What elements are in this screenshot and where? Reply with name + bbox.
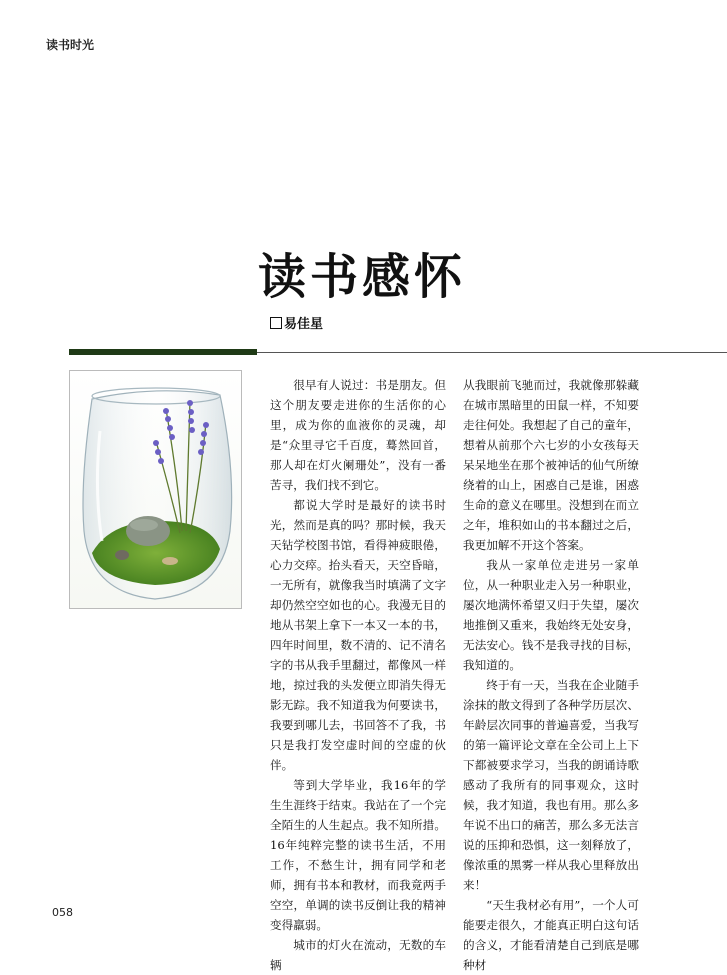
- page-number: 058: [52, 906, 73, 919]
- text-column-left: [270, 375, 446, 975]
- paragraph: “天生我材必有用”，一个人可能要走很久，才能真正明白这句话的含义，才能看清楚自己到底是哪种材: [463, 898, 639, 972]
- terrarium-illustration: [70, 371, 241, 608]
- paragraph-continued: 从我眼前飞驰而过，我就像那躲藏在城市黑暗里的田鼠一样，不知要走往何处。我想起了自己的童年，想着从前那个六七岁的小女孩每天呆呆地坐在那个被神话的仙气所缭绕着的山上，困惑自己是谁，困惑生命的意义在哪里。没想到在而立之年，堆积如山的书本翻过之后，我更加解不开这个答案。: [463, 378, 639, 552]
- accent-rule: [69, 349, 257, 355]
- paragraph: 我从一家单位走进另一家单位，从一种职业走入另一种职业，屡次地满怀希望又归于失望，屡次地推倒又重来，我始终无处安身，无法安心。钱不是我寻找的目标，我知道的。: [463, 558, 639, 672]
- byline-box-icon: [270, 317, 282, 329]
- paragraph: 终于有一天，当我在企业随手涂抹的散文得到了各种学历层次、年龄层次同事的普遍喜爱，当我写的第一篇评论文章在全公司上上下下都被要求学习，当我的朗诵诗歌感动了我所有的同事观众，这时候，我才知道，我也有用。那么多年说不出口的痛苦，那么多无法言说的压抑和恐惧，这一刻释放了，像浓重的黑雾一样从我心里释放出来！: [463, 678, 639, 892]
- byline: [270, 313, 323, 332]
- paragraph: 很早有人说过：书是朋友。但这个朋友要走进你的生活你的心里，成为你的血液你的灵魂，却是“众里寻它千百度，蓦然回首，那人却在灯火阑珊处”，没有一番苦寻，我们找不到它。: [270, 378, 446, 492]
- author-name: 易佳星: [284, 317, 324, 332]
- article-title: 读书感怀: [258, 249, 467, 305]
- paragraph: 等到大学毕业，我16年的学生生涯终于结束。我站在了一个完全陌生的人生起点。我不知所措。16年纯粹完整的读书生活，不用工作，不愁生计，拥有同学和老师，拥有书本和教材，而我竟两手空空，单调的读书反倒让我的精神变得羸弱。: [270, 778, 446, 932]
- section-tag: 读书时光: [46, 38, 95, 52]
- paragraph: 城市的灯火在流动，无数的车辆: [270, 938, 446, 972]
- divider-rule: [257, 352, 727, 353]
- paragraph: 都说大学时是最好的读书时光，然而是真的吗？那时候，我天天钻学校图书馆，看得神疲眼倦，心力交瘁。抬头看天，天空昏暗，一无所有，就像我当时填满了文字却仍然空空如也的心。我漫无目的地从书架上拿下一本又一本的书，四年时间里，数不清的、记不清名字的书从我手里翻过，都像风一样地，掠过我的头发便立即消失得无影无踪。我不知道我为何要读书，我要到哪儿去，书回答不了我，书只是我打发空虚时间的空虚的伙伴。: [270, 498, 446, 772]
- text-column-right: [463, 375, 639, 975]
- terrarium-photo: [69, 370, 242, 609]
